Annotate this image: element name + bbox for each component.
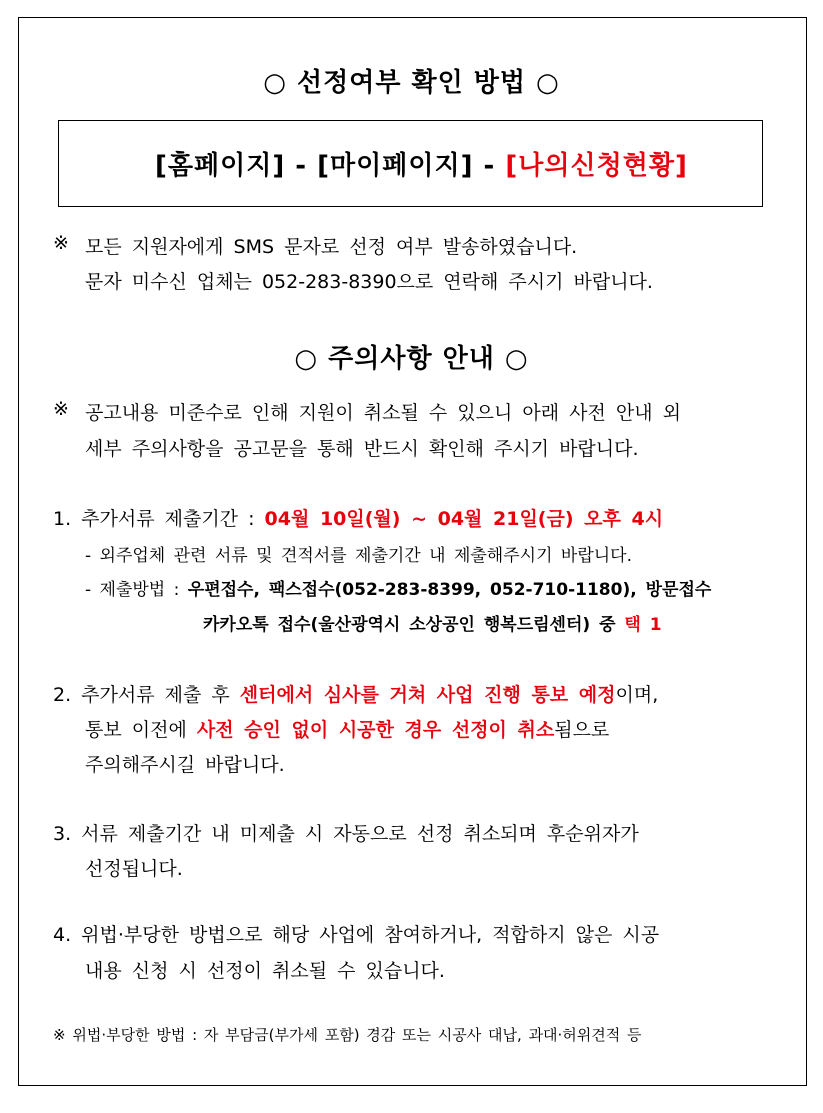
item1-sub1: - 외주업체 관련 서류 및 견적서를 제출기간 내 제출해주시기 바랍니다. (85, 546, 632, 566)
item2-line1-b: 이며, (615, 684, 659, 706)
menu-path (155, 145, 688, 182)
item1-sub3 (203, 610, 662, 635)
item1-label: 1. 추가서류 제출기간 : (53, 508, 265, 530)
note-mark-1: ※ (53, 232, 69, 254)
note-mark-2: ※ (53, 398, 69, 420)
item3-line1: 3. 서류 제출기간 내 미제출 시 자동으로 선정 취소되며 후순위자가 (53, 823, 639, 845)
caution-note-line2: 세부 주의사항을 공고문을 통해 반드시 확인해 주시기 바랍니다. (85, 438, 639, 460)
section2-title: ○ 주의사항 안내 ○ (294, 344, 529, 374)
item4-line2: 내용 신청 시 선정이 취소될 수 있습니다. (85, 960, 445, 982)
item2-line2-b: 됨으로 (554, 719, 610, 741)
item2-line1-red: 센터에서 심사를 거쳐 사업 진행 통보 예정 (239, 684, 616, 706)
caution-note-line1: 공고내용 미준수로 인해 지원이 취소될 수 있으니 아래 사전 안내 외 (85, 402, 681, 424)
item1-sub2-methods: 우편접수, 팩스접수(052-283-8399, 052-710-1180), 방문접수 (187, 580, 712, 600)
section1-title: ○ 선정여부 확인 방법 ○ (263, 68, 560, 98)
item1-period: 04월 10일(월) ~ 04월 21일(금) 오후 4시 (264, 508, 664, 530)
item2-line3: 주의해주시길 바랍니다. (85, 754, 285, 776)
item2-line2-a: 통보 이전에 (85, 719, 197, 741)
item1-sub2-label: - 제출방법 : (85, 580, 188, 600)
sms-note-line2: 문자 미수신 업체는 052-283-8390으로 연락해 주시기 바랍니다. (85, 271, 653, 293)
item1-sub2 (85, 575, 711, 600)
item1-sub3-choice: 택 1 (624, 615, 662, 635)
item1-line (53, 504, 663, 531)
menu-path-main: [홈페이지] - [마이페이지] - (155, 151, 506, 181)
item1-sub3-methods: 카카오톡 접수(울산광역시 소상공인 행복드림센터) 중 (203, 615, 625, 635)
sms-note-line1: 모든 지원자에게 SMS 문자로 선정 여부 발송하였습니다. (85, 236, 578, 258)
item3-line2: 선정됩니다. (85, 858, 183, 880)
item2-line1 (53, 680, 658, 707)
item4-line1: 4. 위법·부당한 방법으로 해당 사업에 참여하거나, 적합하지 않은 시공 (53, 924, 660, 946)
item2-line1-a: 2. 추가서류 제출 후 (53, 684, 240, 706)
footnote: ※ 위법·부당한 방법 : 자 부담금(부가세 포함) 경감 또는 시공사 대납, 과대·허위견적 등 (53, 1026, 642, 1044)
item2-line2-red: 사전 승인 없이 시공한 경우 선정이 취소 (196, 719, 555, 741)
item2-line2 (85, 715, 609, 742)
menu-path-highlight: [나의신청현황] (505, 151, 688, 181)
